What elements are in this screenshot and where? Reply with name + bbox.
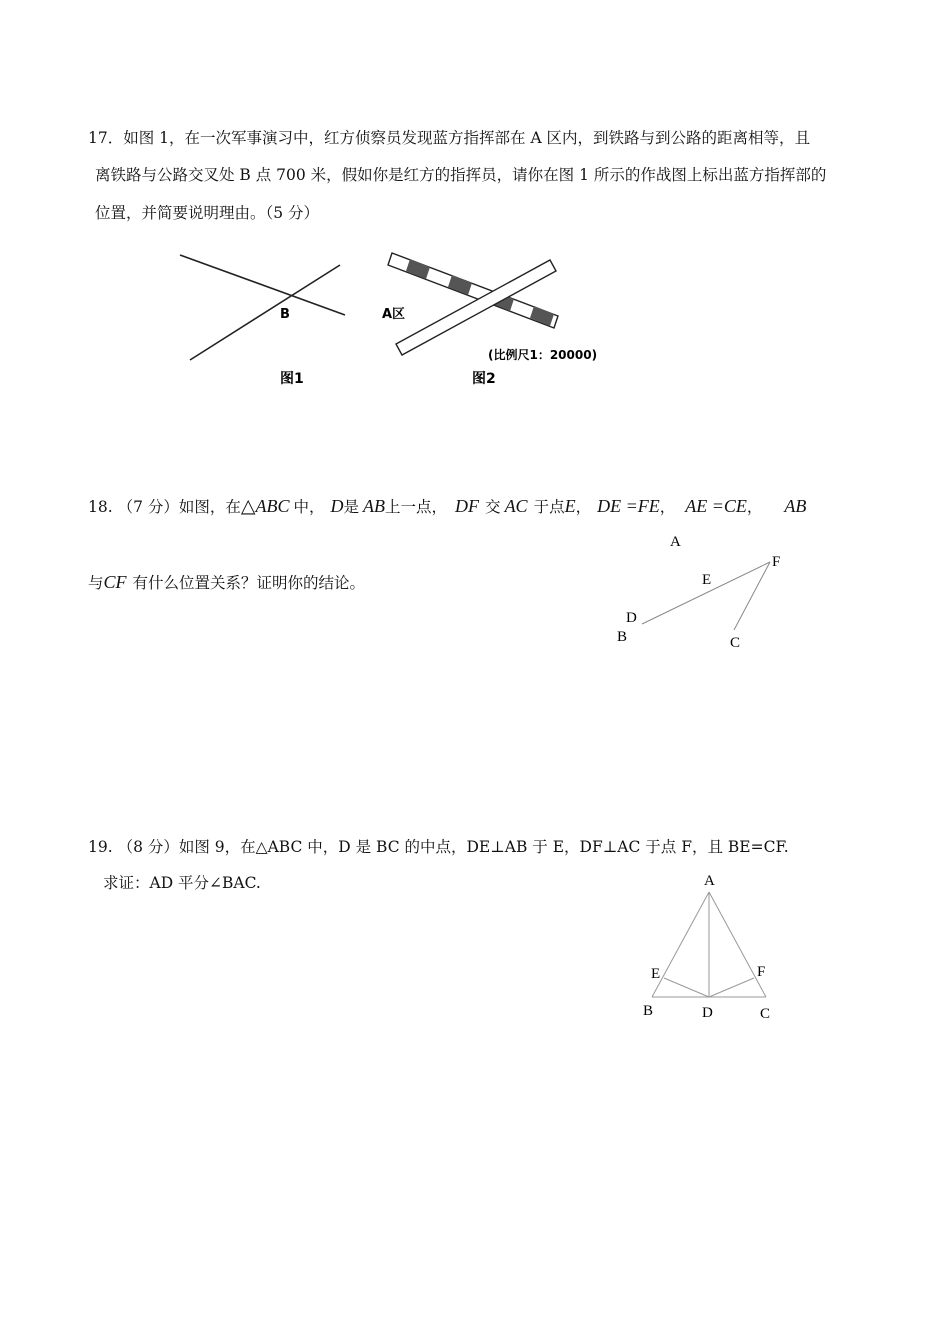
q19-text-line-2: 求证：AD 平分∠BAC. (103, 874, 261, 892)
q18-seg-8: ， (659, 498, 676, 516)
q19-label-e: E (651, 966, 661, 982)
q18-label-e: E (702, 572, 712, 588)
q18-seg-10: 与 (88, 574, 104, 592)
q18-seg-9: ， (746, 498, 763, 516)
q19-label-c: C (760, 1006, 771, 1022)
q18-text-line-2 (88, 572, 365, 593)
q17-text-line-1: 17．如图 1，在一次军事演习中，红方侦察员发现蓝方指挥部在 A 区内，到铁路与到公路的距离相等，且 (88, 129, 811, 147)
q18-text-line-1 (88, 496, 806, 517)
q19-label-d: D (702, 1005, 713, 1021)
q19-side-ac (709, 892, 766, 997)
q18-label-c: C (730, 635, 741, 651)
q18-math-ae-ce: AE =CE (685, 496, 747, 516)
fig1-point-b-label: B (280, 307, 290, 322)
q18-math-ab: AB (363, 496, 386, 516)
q19-label-b: B (643, 1003, 654, 1019)
q17-text-line-2: 离铁路与公路交叉处 B 点 700 米，假如你是红方的指挥员，请你在图 1 所示的作战图上标出蓝方指挥部的 (95, 166, 827, 184)
q18-seg-3: 是 (343, 498, 360, 516)
q18-math-ab-2: AB (784, 496, 807, 516)
fig2-caption: 图2 (472, 371, 496, 387)
q17-figure-1 (180, 255, 345, 387)
q18-seg-11: 有什么位置关系？证明你的结论。 (132, 574, 366, 592)
q19-side-ab (652, 892, 709, 997)
q18-segment-fc (734, 562, 770, 630)
q18-label-f: F (772, 554, 781, 570)
q18-math-e: E (564, 496, 576, 516)
q18-math-cf: CF (103, 572, 127, 592)
q19-label-a: A (704, 873, 715, 889)
fig2-region-a-label: A区 (382, 307, 406, 322)
q18-label-d: D (626, 610, 637, 626)
fig1-railway-line (190, 265, 340, 360)
q19-label-f: F (757, 964, 766, 980)
q18-math-abc: ABC (255, 496, 290, 516)
q18-seg-2: 中， (293, 498, 325, 516)
q18-seg-1: 18. （7 分）如图，在 (88, 498, 241, 516)
q18-seg-4: 上一点， (385, 498, 448, 516)
q17-text-line-3: 位置，并简要说明理由。（5 分） (95, 204, 320, 222)
q19-text-line-1: 19. （8 分）如图 9，在△ABC 中，D 是 BC 的中点，DE⊥AB 于 E，DF⊥AC 于点 F，且 BE=CF. (88, 838, 789, 856)
q18-math-de-fe: DE =FE (597, 496, 660, 516)
q18-math-d: D (330, 496, 344, 516)
q18-seg-5: 交 (485, 498, 501, 516)
q17-figures (160, 240, 630, 400)
q18-seg-7: ， (575, 498, 592, 516)
q19-figure (630, 865, 790, 1030)
q18-label-a: A (670, 534, 681, 550)
fig1-road-line (180, 255, 345, 315)
q18-label-b: B (617, 629, 628, 645)
q18-triangle-symbol: △ (240, 495, 256, 517)
q18-seg-6: 于点 (533, 498, 565, 516)
q18-figure (600, 525, 810, 660)
q18-math-df: DF (455, 496, 480, 516)
q18-math-ac: AC (504, 496, 528, 516)
q19-segment-de (664, 978, 709, 997)
q17-figure-2 (382, 253, 597, 387)
fig2-scale-label: (比例尺1：20000) (488, 348, 598, 362)
fig1-caption: 图1 (280, 371, 304, 387)
q19-segment-df (709, 978, 754, 997)
